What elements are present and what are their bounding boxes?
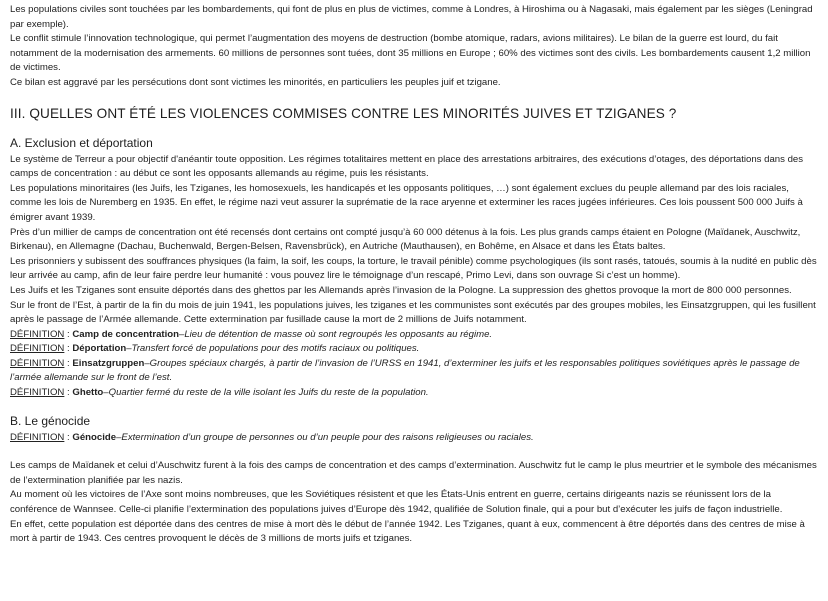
definition-term: Einsatzgruppen [72,357,145,369]
intro-paragraph: Ce bilan est aggravé par les persécutions dont sont victimes les minorités, en particuliers les peuples juif et tzigane. [10,76,501,88]
definition-separator: : [64,343,73,355]
body-paragraph: Près d’un millier de camps de concentration ont été recensés dont certains ont compté jusqu’à 60 000 détenus à la fois. Les plus grands camps étaient en Pologne (Maïdanek, Auschwitz, Birkenau), en Allemagne (Dachau, Buchenwald, Bergen-Belsen, Ravensbrück), en Autriche (Mauthausen), en Bohême, en Alsace et dans les États baltes. [10,226,801,253]
definition-separator: : [64,431,73,443]
definition-term: Ghetto [72,387,104,399]
definition-ghetto [10,386,818,401]
definition-deportation [10,342,818,357]
definition-label: DÉFINITION [10,431,65,443]
definition-term: Camp de concentration [72,328,179,340]
definition-text: –Lieu de détention de masse où sont regroupés les opposants au régime. [179,328,493,340]
intro-paragraph: Les populations civiles sont touchées par les bombardements, qui font de plus en plus de victimes, comme à Londres, à Hiroshima ou à Nagasaki, mais également par les sièges (Leningrad par exemple). [10,4,813,30]
body-paragraph: Les camps de Maïdanek et celui d’Auschwitz furent à la fois des camps de concentration et des camps d’extermination. Auschwitz fut le camp le plus meurtrier et le symbole des mécanismes de l’extermination planifiée par les nazis. [10,460,817,486]
section-title: III. QUELLES ONT ÉTÉ LES VIOLENCES COMMISES CONTRE LES MINORITÉS JUIVES ET TZIGANES ? [10,105,677,121]
body-paragraph: Sur le front de l’Est, à partir de la fin du mois de juin 1941, les populations juives, les tziganes et les communistes sont exécutés par des groupes mobiles, les Einsatzgruppen, qui les fusillent après le passage de l’Armée allemande. Cette extermination par fusillade cause la mort de 2 millions de Juifs notamment. [10,299,816,326]
definition-genocide [10,431,818,446]
definition-term: Génocide [72,431,117,443]
definition-label: DÉFINITION [10,343,65,355]
definition-text: –Extermination d’un groupe de personnes ou d’un peuple pour des raisons religieuses ou raciales. [116,431,534,443]
definition-separator: : [64,357,73,369]
definition-separator: : [64,387,73,399]
body-paragraph: Les prisonniers y subissent des souffrances physiques (la faim, la soif, les coups, la torture, le travail pénible) comme psychologiques (ils sont rasés, tatoués, soumis à la nudité en public dès leur arrivée au camp, afin de leur faire perdre leur humanité : vous pouvez lire le témoignage d’un rescapé, Primo Levi, dans son ouvrage Si c’est un homme). [10,255,817,282]
definition-text: –Groupes spéciaux chargés, à partir de l’invasion de l’URSS en 1941, d’exterminer les juifs et les responsables politiques soviétiques après le passage de l’armée allemande sur le front de l’est. [10,357,800,384]
definition-label: DÉFINITION [10,357,65,369]
spacer [10,445,818,459]
definition-label: DÉFINITION [10,387,65,399]
part-a-title: A. Exclusion et déportation [10,135,153,150]
definition-separator: : [64,328,73,340]
definition-label: DÉFINITION [10,328,65,340]
body-paragraph: En effet, cette population est déportée dans des centres de mise à mort dès le début de l’année 1942. Les Tziganes, quant à eux, commencent à être déportés dans des centres de mise à mort à partir de 1943. Ces centres provoquent le décès de 3 millions de morts juifs et tziganes. [10,518,805,545]
definition-text: –Transfert forcé de populations pour des motifs raciaux ou politiques. [126,343,420,355]
body-paragraph: Le système de Terreur a pour objectif d'anéantir toute opposition. Les régimes totalitaires mettent en place des arrestations arbitraires, des exécutions d’otages, des déportations dans des camps de concentration : au début ce sont les opposants allemands au régime, puis les résistants. [10,153,804,180]
intro-paragraph: Le conflit stimule l’innovation technologique, qui permet l’augmentation des moyens de destruction (bombe atomique, radars, avions militaires). Le bilan de la guerre est lourd, du fait notamment de la modernisation des armements. 60 millions de personnes sont tuées, dont 35 millions en Europe ; 60% des victimes sont des civils. Les bombardements causent 1,2 million de victimes. [10,33,811,74]
body-paragraph: Les Juifs et les Tziganes sont ensuite déportés dans des ghettos par les Allemands après l’invasion de la Pologne. La suppression des ghettos provoque la mort de 800 000 personnes. [10,284,792,296]
definition-einsatzgruppen [10,357,818,386]
body-paragraph: Au moment où les victoires de l’Axe sont moins nombreuses, que les Soviétiques résistent et que les États-Unis entrent en guerre, certains dirigeants nazis se réunissent lors de la conférence de Wannsee. Celle-ci planifie l’extermination des populations juives d’Europe dès 1942, qualifiée de Solution finale, qui a pour but d’exécuter les juifs de façon industrielle. [10,489,783,516]
body-paragraph: Les populations minoritaires (les Juifs, les Tziganes, les homosexuels, les handicapés et les opposants politiques, …) sont également exclues du peuple allemand par des lois raciales, comme les lois de Nuremberg en 1935. En effet, le régime nazi veut assurer la suprématie de la race aryenne et exterminer les races jugées inférieures. Ces lois poussent 500 000 Juifs à émigrer avant 1939. [10,182,803,223]
definition-text: –Quartier fermé du reste de la ville isolant les Juifs du reste de la population. [103,387,429,399]
part-b-title: B. Le génocide [10,413,91,428]
definition-camp [10,328,818,343]
definition-term: Déportation [72,343,127,355]
